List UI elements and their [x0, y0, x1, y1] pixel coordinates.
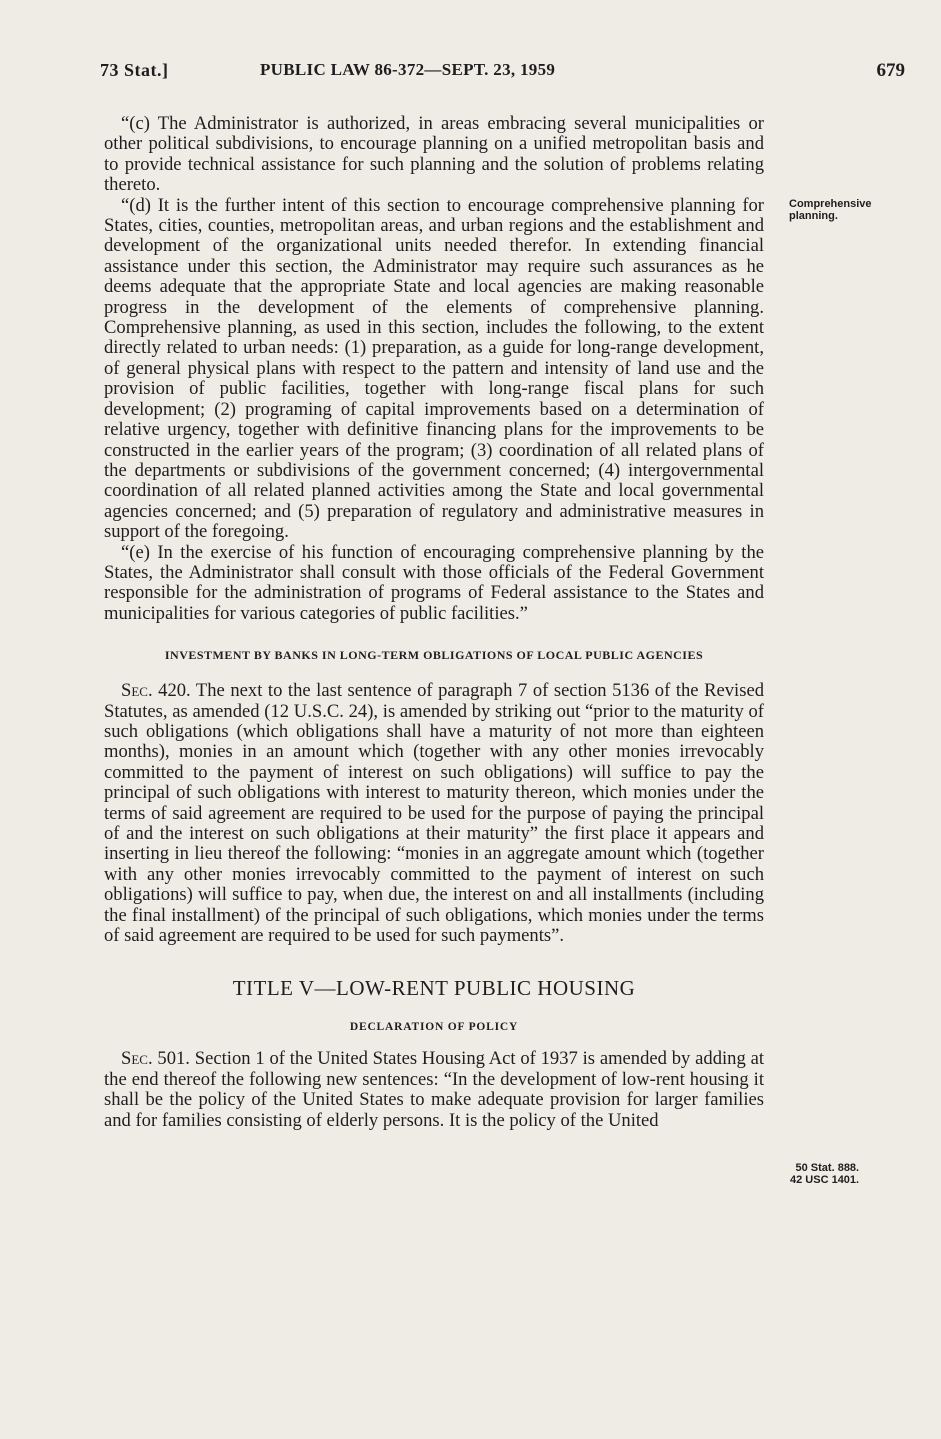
- section-label: Sec. 501.: [121, 1048, 190, 1070]
- paragraph-e: “(e) In the exercise of his function of encouraging comprehensive planning by the States, the Administrator shall consult with those officials of the Federal Government responsible for the administration of programs of Federal assistance to the States and municipalities for various categories of public facilities.”: [104, 541, 764, 624]
- margin-note-comprehensive-planning: [789, 198, 872, 222]
- paragraph-c: “(c) The Administrator is authorized, in areas embracing several municipalities or other political subdivisions, to encourage planning on a unified metropolitan basis and to provide technical assistance for such planning and the solution of problems relating thereto.: [104, 113, 764, 196]
- margin-note-line: Comprehensive: [789, 198, 872, 210]
- statute-volume-label: 73 Stat.]: [100, 60, 169, 80]
- margin-note-citation: [790, 1162, 859, 1186]
- margin-note-line: 42 USC 1401.: [790, 1174, 860, 1186]
- paragraph-d: “(d) It is the further intent of this section to encourage comprehensive planning for States, cities, counties, metropolitan areas, and urban regions and the establishment and development of the organizational units needed therefor. In extending financial assistance under this section, the Administrator may require such assurances as he deems adequate that the appropriate State and local agencies are making reasonable progress in the development of the elements of comprehensive planning. Comprehensive planning, as used in this section, includes the following, to the extent directly related to urban needs: (1) preparation, as a guide for long-range development, of general physical plans with respect to the pattern and intensity of land use and the provision of public facilities, together with long-range fiscal plans for such development; (2) programing of capital improvements based on a determination of relative urgency, together with definitive financing plans for the improvements to be constructed in the earlier years of the program; (3) coordination of all related plans of the departments or subdivisions of the government concerned; (4) intergovernmental coordination of all related planned activities among the State and local governmental agencies concerned; and (5) preparation of regulatory and administrative measures in support of the foregoing.: [104, 194, 764, 543]
- section-text: Section 1 of the United States Housing Act of 1937 is amended by adding at the end thereof the following new sentences: “In the development of low-rent housing it shall be the policy of the United States to make adequate provision for larger families and for families consisting of elderly persons. It is the policy of the United: [104, 1048, 764, 1131]
- margin-note-line: 50 Stat. 888.: [795, 1162, 860, 1174]
- running-title: PUBLIC LAW 86-372—SEPT. 23, 1959: [260, 60, 556, 79]
- declaration-of-policy-heading: DECLARATION OF POLICY: [349, 1021, 519, 1034]
- section-501-paragraph: [104, 1049, 764, 1131]
- section-label: Sec. 420.: [121, 680, 191, 702]
- page-number: 679: [876, 60, 905, 81]
- body-text-column: [104, 114, 764, 1131]
- margin-note-line: planning.: [789, 210, 838, 222]
- section-text: The next to the last sentence of paragraph 7 of section 5136 of the Revised Statutes, as amended (12 U.S.C. 24), is amended by striking out “prior to the maturity of such obligations (which obligations shall have a maturity of not more than eighteen months), monies in an amount which (together with any other monies irrevocably committed to the payment of interest on such obligations) will suffice to pay the principal of such obligations with interest to maturity thereon, which monies under the terms of said agreement are required to be used for the purpose of paying the principal of and the interest on such obligations at their maturity” the first place it appears and inserting in lieu thereof the following: “monies in an aggregate amount which (together with any other monies irrevocably committed to the payment of interest on such obligations) will suffice to pay, when due, the interest on and all installments (including the final installment) of the principal of such obligations, which monies under the terms of said agreement are required to be used for such payments”.: [104, 680, 764, 947]
- section-heading-investment: INVESTMENT BY BANKS IN LONG-TERM OBLIGATIONS OF LOCAL PUBLIC AGENCIES: [164, 648, 704, 663]
- section-420-paragraph: [104, 681, 764, 946]
- title-v-heading: TITLE V—LOW-RENT PUBLIC HOUSING: [232, 976, 636, 1001]
- page-header: [100, 60, 905, 90]
